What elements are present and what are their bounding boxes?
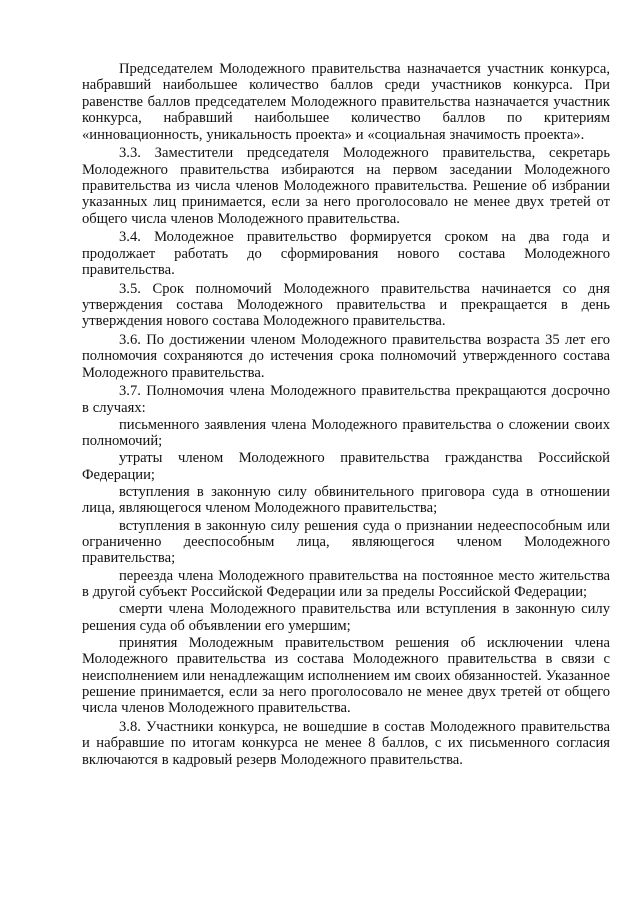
paragraph-3-6: 3.6. По достижении членом Молодежного правительства возраста 35 лет его полномочия сохраняются до истечения срока полномочий утвержденного состава Молодежного правительства. bbox=[82, 331, 610, 381]
list-item-citizenship-loss: утраты членом Молодежного правительства гражданства Российской Федерации; bbox=[82, 450, 610, 483]
paragraph-3-7: 3.7. Полномочия члена Молодежного правительства прекращаются досрочно в случаях: bbox=[82, 383, 610, 416]
paragraph-3-5: 3.5. Срок полномочий Молодежного правительства начинается со дня утверждения состава Молодежного правительства и прекращается в день утверждения нового состава Молодежного правительства. bbox=[82, 280, 610, 330]
list-item-conviction: вступления в законную силу обвинительного приговора суда в отношении лица, являющегося членом Молодежного правительства; bbox=[82, 484, 610, 517]
list-item-death: смерти члена Молодежного правительства или вступления в законную силу решения суда об объявлении его умершим; bbox=[82, 601, 610, 634]
list-item-incapacity: вступления в законную силу решения суда о признании недееспособным или ограниченно дееспособным лица, являющегося членом Молодежного правительства; bbox=[82, 517, 610, 567]
list-item-exclusion: принятия Молодежным правительством решения об исключении члена Молодежного правительства из состава Молодежного правительства в связи с неисполнением или ненадлежащим исполнением им своих обязанностей. Указанное решение принимается, если за него проголосовало не менее двух третей от общего числа членов Молодежного правительства. bbox=[82, 634, 610, 717]
list-item-relocation: переезда члена Молодежного правительства на постоянное место жительства в другой субъект Российской Федерации или за пределы Российской Федерации; bbox=[82, 567, 610, 601]
paragraph-chairman-appointment: Председателем Молодежного правительства назначается участник конкурса, набравший наибольшее количество баллов среди участников конкурса. При равенстве баллов председателем Молодежного правительства назначается участник конкурса, набравший наибольшее количество баллов по критериям «инновационность, уникальность проекта» и «социальная значимость проекта». bbox=[82, 61, 610, 143]
paragraph-3-3: 3.3. Заместители председателя Молодежного правительства, секретарь Молодежного правительства избираются на первом заседании Молодежного правительства из числа членов Молодежного правительства. Решение об избрании указанных лиц принимается, если за него проголосовало не менее двух третей от общего числа членов Молодежного правительства. bbox=[82, 145, 610, 227]
paragraph-3-4: 3.4. Молодежное правительство формируется сроком на два года и продолжает работать до сформирования нового состава Молодежного правительства. bbox=[82, 229, 610, 279]
paragraph-3-8: 3.8. Участники конкурса, не вошедшие в состав Молодежного правительства и набравшие по итогам конкурса не менее 8 баллов, с их письменного согласия включаются в кадровый резерв Молодежного правительства. bbox=[82, 718, 610, 768]
list-item-resignation: письменного заявления члена Молодежного правительства о сложении своих полномочий; bbox=[82, 416, 610, 450]
